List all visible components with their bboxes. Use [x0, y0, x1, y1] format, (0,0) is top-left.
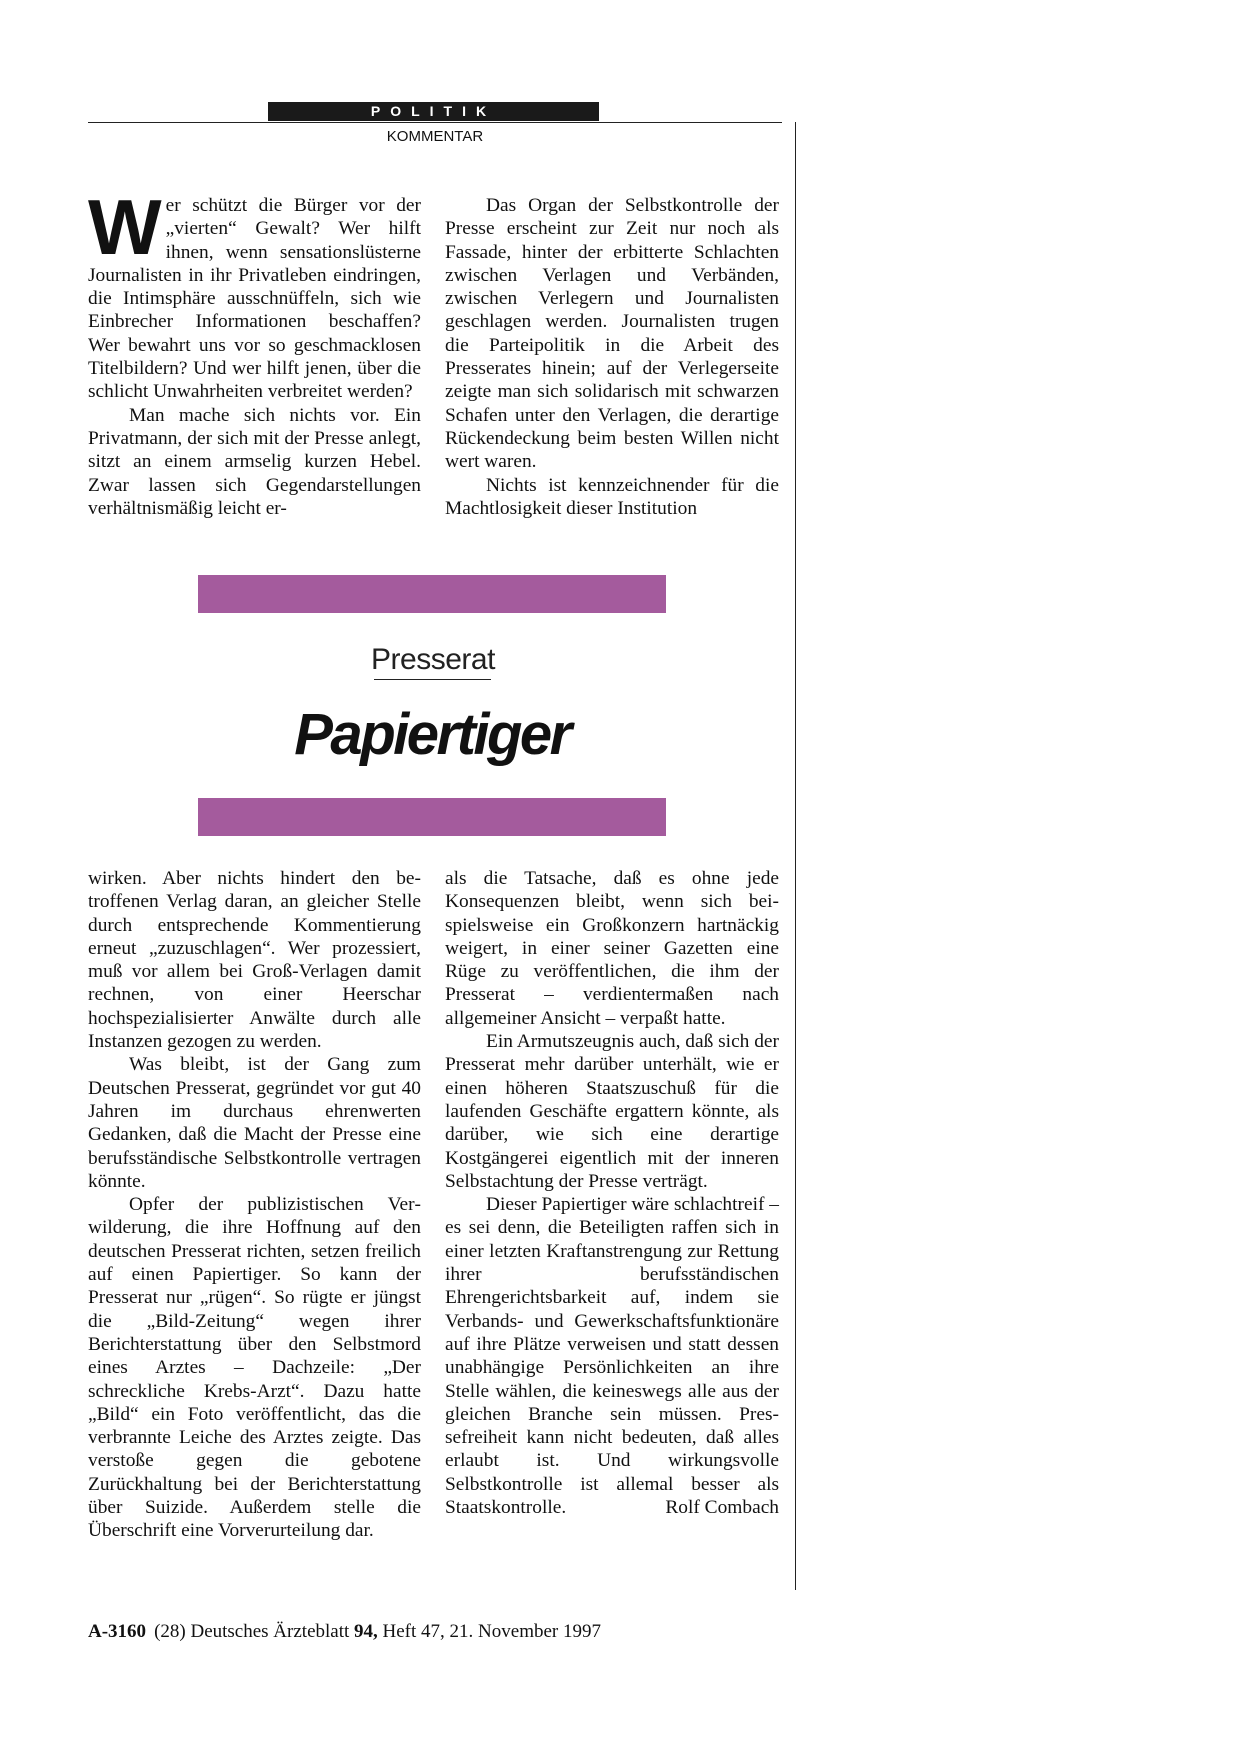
drop-cap: W [88, 183, 162, 271]
paragraph: Was bleibt, ist der Gang zum Deutschen Presserat, gegründet vor gut 40 Jahren im durchaus ehrenwerten Gedanken, daß die Macht der Presse eine berufsständische Selbstkontrolle vertragen könnte. [88, 1054, 421, 1192]
paragraph: als die Tatsache, daß es ohne jede Konsequenzen bleibt, wenn sich beispielsweise ein Großkonzern hartnäckig weigert, in einer seiner Gazetten eine Rüge zu veröffentlichen, die ihm der Presserat – verdientermaßen nach allgemeiner Ansicht – verpaßt hatte. [445, 868, 779, 1029]
paragraph: Opfer der publizistischen Verwilderung, die ihre Hoffnung auf den deutschen Presserat richten, setzen freilich auf einen Papiertiger. So kann der Presserat nur „rügen“. So rügte er jüngst die „Bild-Zeitung“ wegen ihrer Berichterstattung über den Selbstmord eines Arztes – Dachzeile: „Der schreckliche Krebs-Arzt“. Dazu hatte „Bild“ ein Foto veröffentlicht, das die verbrannte Leiche des Arztes zeigte. Das verstoße gegen die gebotene Zurückhaltung bei der Berichterstattung über Suizide. Außerdem stelle die Überschrift eine Vorverurteilung dar. [88, 1194, 421, 1542]
column-rule [795, 122, 796, 1590]
paragraph-text: Dieser Papiertiger wäre schlachtreif – es sei denn, die Beteiligten raffen sich in einer letzten Kraftanstrengung zur Rettung ihrer berufsständischen Ehrengerichtsbarkeit auf, indem sie Verbands- und Gewerkschaftsfunktionäre auf ihre Plätze verweisen und statt dessen unabhängige Persönlichkeiten an ihre Stelle wählen, die keineswegs alle aus der gleichen Branche sein müssen. Pressefreiheit kann nicht bedeuten, daß alles erlaubt ist. Und wirkungsvolle Selbstkontrolle ist allemal besser als Staatskontrolle. [445, 1194, 779, 1519]
paragraph: Das Organ der Selbstkontrolle der Presse erscheint zur Zeit nur noch als Fassade, hinter der erbitterte Schlachten zwischen Verlagen und Verbänden, zwischen Verlegern und Journalisten geschlagen werden. Journalisten trugen die Parteipolitik in die Arbeit des Presserates hinein; auf der Verlegerseite zeigte man sich solidarisch mit schwarzen Schafen unter den Verlagen, die derartige Rückendeckung beim besten Willen nicht wert waren. [445, 195, 779, 473]
column-1-bottom [88, 867, 421, 1543]
header-rule [88, 122, 782, 123]
headline: Papiertiger [294, 702, 570, 767]
kicker-underline [374, 679, 491, 680]
paragraph: Nichts ist kennzeichnender für die Machtlosigkeit dieser Institution [445, 474, 779, 519]
subsection-label: KOMMENTAR [386, 128, 484, 145]
page-number: A-3160 [88, 1621, 147, 1642]
accent-band-top [198, 575, 666, 613]
author-name: Rolf Combach [665, 1497, 779, 1519]
paragraph [445, 1193, 779, 1519]
paragraph: Ein Armutszeugnis auch, daß sich der Presserat mehr darüber unterhält, wie er einen höheren Staatszuschuß für die laufenden Geschäfte ergattern könnte, als darüber, wie sich eine derartige Kostgängerei eigentlich mit der inneren Selbstachtung der Presse verträgt. [445, 1031, 779, 1192]
accent-band-bottom [198, 798, 666, 836]
paragraph: wirken. Aber nichts hindert den betroffenen Verlag daran, an gleicher Stelle durch entsprechende Kommentierung erneut „zuzuschlagen“. Wer prozessiert, muß vor allem bei Groß-Verlagen damit rechnen, von einer Heerschar hochspezialisierter Anwälte durch alle Instanzen gezogen zu werden. [88, 868, 421, 1053]
column-1-top [88, 183, 421, 520]
column-2-bottom [445, 867, 779, 1519]
issue-prefix: (28) Deutsches Ärzteblatt [154, 1621, 355, 1642]
footer [88, 1620, 601, 1644]
kicker: Presserat [371, 643, 495, 676]
issue-suffix: Heft 47, 21. November 1997 [377, 1621, 601, 1642]
section-label: POLITIK [268, 102, 599, 121]
column-2-top [445, 194, 779, 520]
paragraph-text: er schützt die Bürger vor der „vierten“ Gewalt? Wer hilft ihnen, wenn sensationslüsterne Journalisten in ihr Privatleben eindringen, die Intimsphäre ausschnüffeln, sich wie Einbrecher Informationen beschaffen? Wer bewahrt uns vor so geschmacklosen Titelbildern? Und wer hilft jenen, über die schlicht Unwahrheiten verbreitet werden? [88, 195, 421, 403]
paragraph [88, 183, 421, 404]
volume: 94, [354, 1621, 378, 1642]
paragraph: Man mache sich nichts vor. Ein Privatmann, der sich mit der Presse anlegt, sitzt an einem armselig kurzen Hebel. Zwar lassen sich Gegendarstellungen verhältnismäßig leicht er- [88, 404, 421, 519]
